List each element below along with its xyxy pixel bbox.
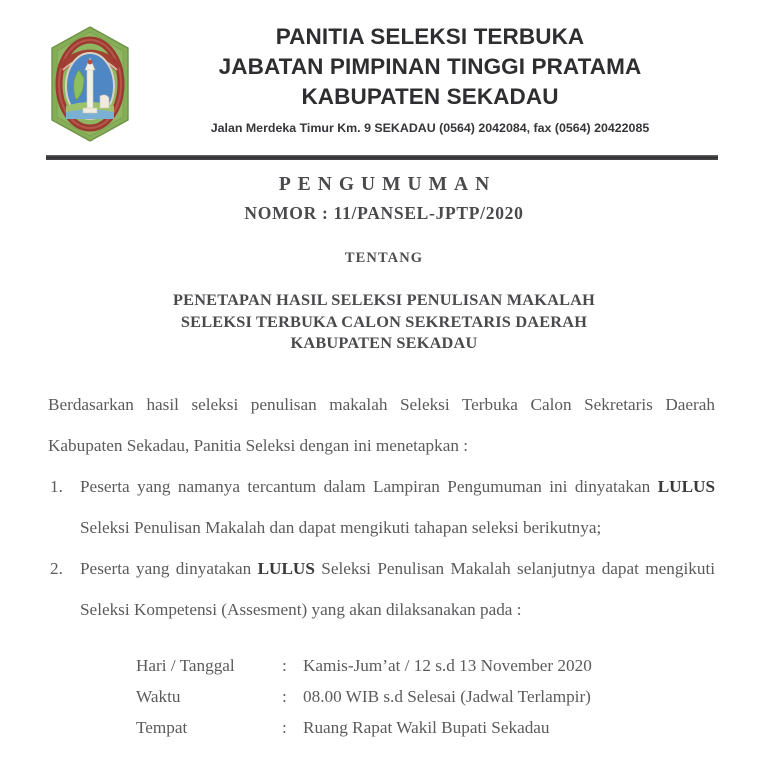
list-item-marker: 2.: [50, 558, 63, 578]
list-item-text-part-2: Seleksi Penulisan Makalah selanjutnya dapat mengikuti Seleksi Kompetensi (Assesment) yang akan dilaksanakan pada :: [80, 558, 715, 619]
announcement-subject: [0, 289, 768, 354]
list-item-text: [80, 548, 715, 630]
header-divider-rule: [46, 155, 718, 160]
announcement-title-block: [0, 172, 768, 354]
coat-of-arms-icon: [48, 24, 132, 144]
list-item: [48, 466, 715, 548]
detail-value-hari-tanggal: Kamis-Jum’at / 12 s.d 13 November 2020: [303, 655, 592, 675]
letterhead: [0, 0, 768, 135]
list-item-marker: 1.: [50, 476, 63, 496]
letterhead-titles: [140, 22, 720, 137]
detail-row: [136, 712, 715, 743]
detail-colon: :: [282, 686, 287, 706]
letterhead-line-1: PANITIA SELEKSI TERBUKA: [275, 24, 585, 49]
list-item-text: [80, 466, 715, 548]
detail-row: [136, 681, 715, 712]
announcement-heading: PENGUMUMAN: [278, 174, 497, 195]
schedule-details: [48, 650, 715, 743]
detail-value-tempat: Ruang Rapat Wakil Bupati Sekadau: [303, 717, 550, 737]
list-item-text-part-2: Seleksi Penulisan Makalah dan dapat mengikuti tahapan seleksi berikutnya;: [80, 517, 602, 537]
document-body: [0, 384, 768, 743]
detail-label-waktu: Waktu: [136, 686, 181, 706]
detail-colon: :: [282, 717, 287, 737]
subject-line-2: SELEKSI TERBUKA CALON SEKRETARIS DAERAH: [180, 311, 588, 331]
subject-line-3: KABUPATEN SEKADAU: [290, 333, 478, 352]
letterhead-line-3: KABUPATEN SEKADAU: [301, 84, 559, 109]
about-label: TENTANG: [344, 250, 424, 266]
opening-paragraph: Berdasarkan hasil seleksi penulisan makalah Seleksi Terbuka Calon Sekretaris Daerah Kabupaten Sekadau, Panitia Seleksi dengan ini menetapkan :: [48, 394, 715, 455]
detail-colon: :: [282, 655, 287, 675]
list-item-emphasis: LULUS: [657, 476, 715, 496]
list-item-emphasis: LULUS: [257, 558, 315, 578]
subject-line-1: PENETAPAN HASIL SELEKSI PENULISAN MAKALAH: [173, 290, 595, 309]
letterhead-line-2: JABATAN PIMPINAN TINGGI PRATAMA: [218, 54, 642, 79]
letterhead-address: Jalan Merdeka Timur Km. 9 SEKADAU (0564) 2042084, fax (0564) 20422085: [210, 121, 650, 135]
detail-label-tempat: Tempat: [136, 717, 188, 737]
list-item-text-part-1: Peserta yang dinyatakan: [80, 558, 258, 578]
list-item-text-part-1: Peserta yang namanya tercantum dalam Lampiran Pengumuman ini dinyatakan: [80, 476, 658, 496]
list-item: [48, 548, 715, 630]
numbered-list: [48, 466, 715, 630]
announcement-number: NOMOR : 11/PANSEL-JPTP/2020: [244, 203, 524, 223]
detail-row: [136, 650, 715, 681]
detail-label-hari-tanggal: Hari / Tanggal: [136, 655, 235, 675]
detail-value-waktu: 08.00 WIB s.d Selesai (Jadwal Terlampir): [303, 686, 591, 706]
